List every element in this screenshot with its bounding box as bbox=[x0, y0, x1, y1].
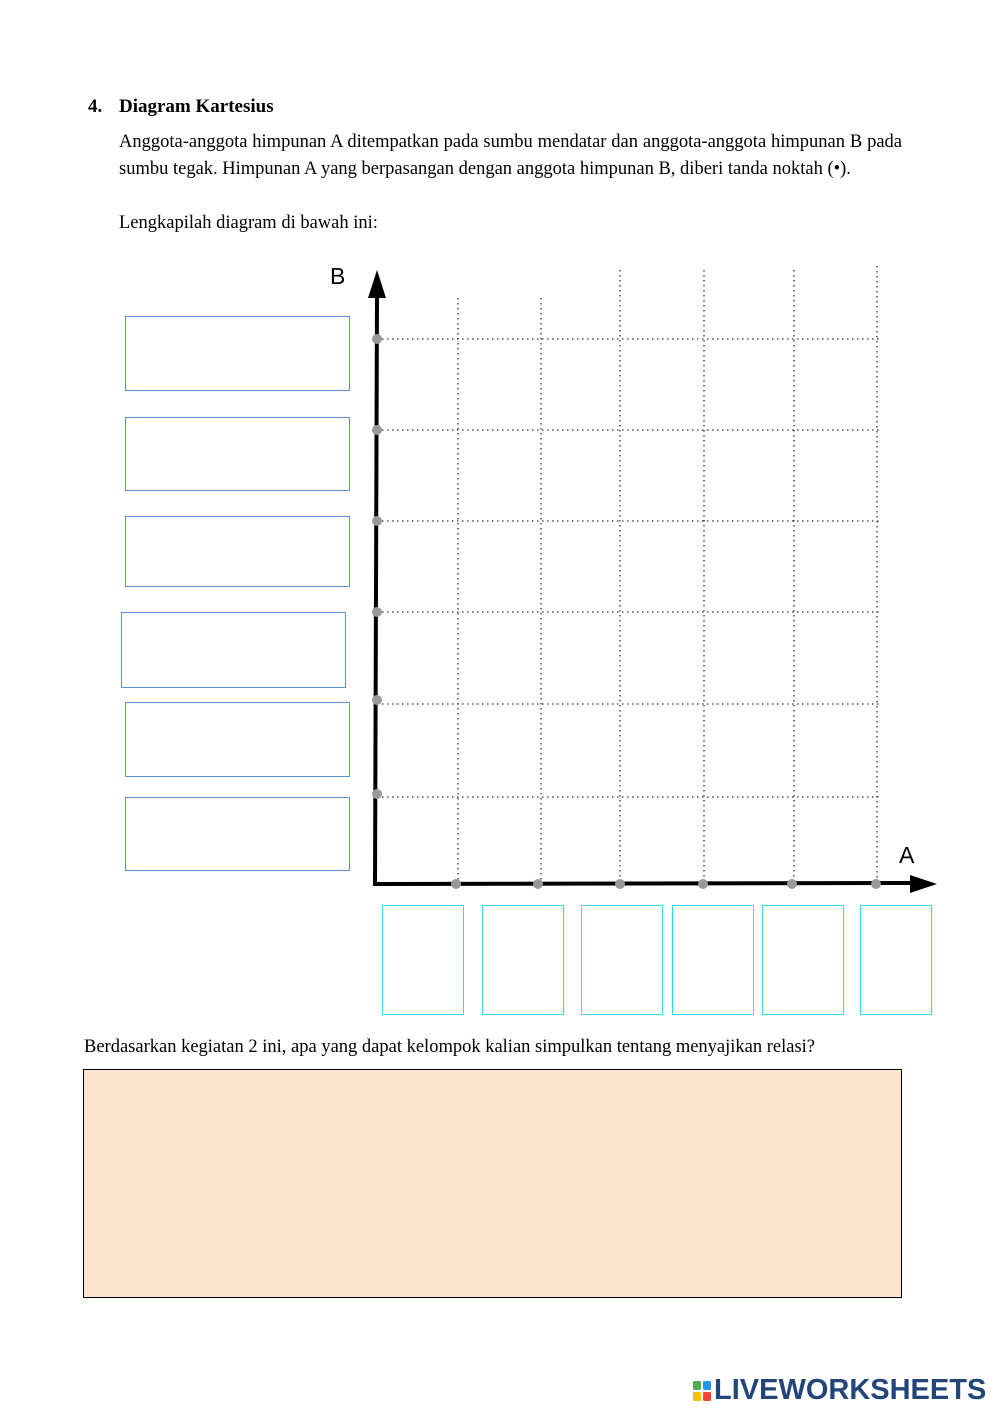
liveworksheets-logo-icon bbox=[692, 1379, 712, 1403]
y-tick-dot bbox=[372, 695, 382, 705]
grid-horizontal-lines bbox=[377, 339, 882, 797]
a-input-box[interactable] bbox=[482, 905, 564, 1015]
y-axis-arrowhead bbox=[368, 270, 386, 298]
b-input-box[interactable] bbox=[125, 797, 350, 871]
b-input-box[interactable] bbox=[125, 516, 350, 587]
x-tick-dot bbox=[787, 879, 797, 889]
x-tick-dot bbox=[698, 879, 708, 889]
y-tick-dot bbox=[372, 425, 382, 435]
conclusion-answer-box[interactable] bbox=[83, 1069, 902, 1298]
b-input-box[interactable] bbox=[125, 702, 350, 777]
conclusion-question: Berdasarkan kegiatan 2 ini, apa yang dapat kelompok kalian simpulkan tentang menyajikan relasi? bbox=[84, 1037, 816, 1057]
x-tick-dot bbox=[615, 879, 625, 889]
a-input-box[interactable] bbox=[860, 905, 932, 1015]
section-title: Diagram Kartesius bbox=[119, 96, 274, 117]
a-input-box[interactable] bbox=[762, 905, 844, 1015]
section-number: 4. bbox=[88, 96, 103, 117]
liveworksheets-brand bbox=[692, 1374, 986, 1407]
y-tick-dot bbox=[372, 516, 382, 526]
x-axis-arrowhead bbox=[910, 875, 937, 893]
a-input-box[interactable] bbox=[581, 905, 663, 1015]
a-input-box[interactable] bbox=[382, 905, 464, 1015]
b-input-box[interactable] bbox=[125, 417, 350, 491]
y-tick-dot bbox=[372, 789, 382, 799]
brand-name: LIVEWORKSHEETS bbox=[714, 1374, 987, 1406]
x-tick-dot bbox=[451, 879, 461, 889]
instruction-prompt: Lengkapilah diagram di bawah ini: bbox=[119, 213, 378, 233]
y-tick-dot bbox=[372, 607, 382, 617]
a-input-box[interactable] bbox=[672, 905, 754, 1015]
instruction-paragraph: Anggota-anggota himpunan A ditempatkan pada sumbu mendatar dan anggota-anggota himpunan B pada sumbu tegak. Himpunan A yang berpasangan dengan anggota himpunan B, diberi tanda noktah (•). bbox=[119, 132, 902, 179]
axes bbox=[375, 295, 915, 886]
y-axis-label: B bbox=[330, 263, 346, 289]
grid-vertical-lines bbox=[458, 266, 877, 884]
b-input-box[interactable] bbox=[125, 316, 350, 391]
b-input-box[interactable] bbox=[121, 612, 346, 688]
x-tick-dot bbox=[533, 879, 543, 889]
x-tick-dot bbox=[871, 879, 881, 889]
y-tick-dot bbox=[372, 334, 382, 344]
x-axis-label: A bbox=[899, 842, 915, 868]
